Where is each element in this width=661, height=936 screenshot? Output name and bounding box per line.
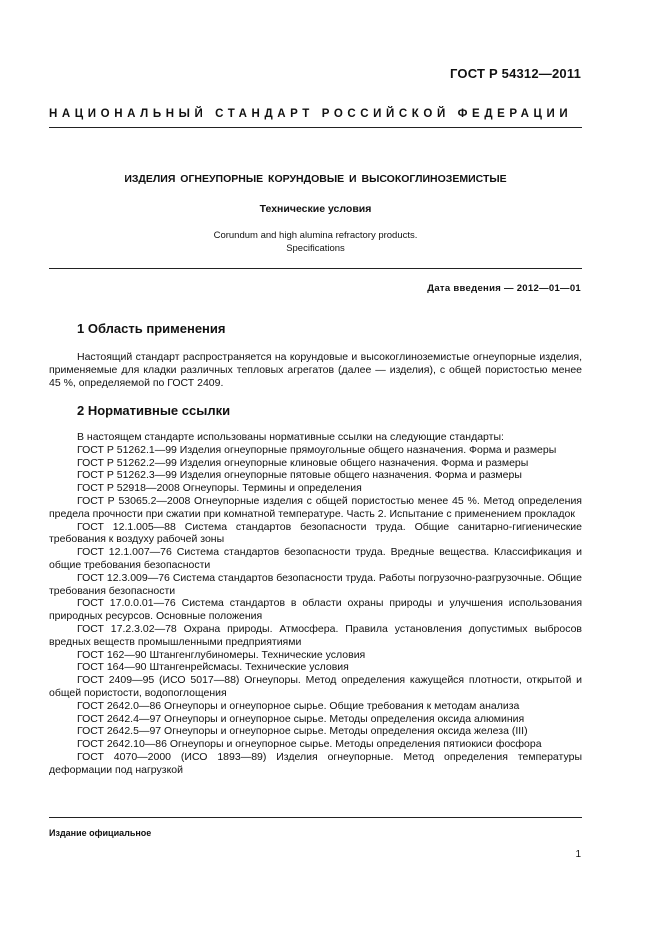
page-number: 1: [575, 849, 581, 860]
section-1-heading: 1 Область применения: [77, 321, 226, 336]
title-divider: [49, 268, 582, 269]
reference-item: ГОСТ 2642.10—86 Огнеупоры и огнеупорное сырье. Методы определения пятиокиси фосфора: [77, 738, 542, 751]
references-intro: В настоящем стандарте использованы нормативные ссылки на следующие стандарты:: [77, 431, 504, 443]
reference-item: ГОСТ 12.3.009—76 Система стандартов безопасности труда. Работы погрузочно-разгрузочные. Общие требования безопасности: [49, 571, 582, 597]
reference-item: ГОСТ 17.0.0.01—76 Система стандартов в области охраны природы и улучшения использования природных ресурсов. Основные положения: [49, 597, 582, 623]
document-subtitle: Технические условия: [259, 203, 372, 215]
reference-item: ГОСТ 4070—2000 (ИСО 1893—89) Изделия огнеупорные. Метод определения температуры деформации под нагрузкой: [49, 750, 582, 776]
document-title: ИЗДЕЛИЯ ОГНЕУПОРНЫЕ КОРУНДОВЫЕ И ВЫСОКОГЛИНОЗЕМИСТЫЕ: [124, 173, 507, 185]
top-divider: [49, 127, 582, 128]
document-number: ГОСТ Р 54312—2011: [450, 66, 581, 81]
reference-item: ГОСТ 2642.0—86 Огнеупоры и огнеупорное сырье. Общие требования к методам анализа: [77, 699, 520, 712]
section-2-heading: 2 Нормативные ссылки: [77, 403, 231, 418]
reference-item: ГОСТ Р 52918—2008 Огнеупоры. Термины и определения: [77, 482, 362, 495]
national-standard-banner: НАЦИОНАЛЬНЫЙ СТАНДАРТ РОССИЙСКОЙ ФЕДЕРАЦИИ: [49, 108, 573, 120]
reference-item: ГОСТ 162—90 Штангенглубиномеры. Технические условия: [77, 648, 366, 661]
section-1-paragraph: Настоящий стандарт распространяется на корундовые и высокоглиноземистые огнеупорные изделия, применяемые для кладки различных тепловых агрегатов (далее — изделия), с общей пористостью менее 45 %, определяемой по ГОСТ 2409.: [49, 351, 582, 389]
english-title: [49, 229, 582, 255]
reference-item: ГОСТ 17.2.3.02—78 Охрана природы. Атмосфера. Правила установления допустимых выбросов вредных веществ промышленными предприятиями: [49, 622, 582, 648]
english-title-line-1: Corundum and high alumina refractory products.: [213, 230, 418, 241]
introduction-date: Дата введения — 2012—01—01: [427, 283, 581, 294]
reference-item: ГОСТ Р 51262.3—99 Изделия огнеупорные пятовые общего назначения. Форма и размеры: [77, 469, 522, 482]
reference-item: ГОСТ 12.1.005—88 Система стандартов безопасности труда. Общие санитарно-гигиенические требования к воздуху рабочей зоны: [49, 520, 582, 546]
reference-item: ГОСТ 164—90 Штангенрейсмасы. Технические условия: [77, 661, 349, 674]
official-edition-label: Издание официальное: [49, 828, 152, 838]
reference-item: ГОСТ 2642.4—97 Огнеупоры и огнеупорное сырье. Методы определения оксида алюминия: [77, 712, 525, 725]
normative-references-list: [49, 431, 582, 777]
reference-item: ГОСТ 2642.5—97 Огнеупоры и огнеупорное сырье. Методы определения оксида железа (III): [77, 725, 528, 738]
reference-item: ГОСТ 2409—95 (ИСО 5017—88) Огнеупоры. Метод определения кажущейся плотности, открытой и общей пористости, водопоглощения: [49, 674, 582, 699]
reference-item: ГОСТ 12.1.007—76 Система стандартов безопасности труда. Вредные вещества. Классификация и общие требования безопасности: [49, 546, 582, 571]
section-1-text: [49, 351, 582, 389]
reference-item: ГОСТ Р 51262.2—99 Изделия огнеупорные клиновые общего назначения. Форма и размеры: [77, 456, 529, 469]
reference-item: ГОСТ Р 51262.1—99 Изделия огнеупорные прямоугольные общего назначения. Форма и размеры: [77, 443, 557, 456]
reference-item: ГОСТ Р 53065.2—2008 Огнеупорные изделия с общей пористостью менее 45 %. Метод определения предела прочности при сжатии при комнатной температуре. Часть 2. Испытание с применением прокладок: [49, 494, 582, 520]
english-title-line-2: Specifications: [286, 243, 345, 254]
footer-divider: [49, 817, 582, 818]
